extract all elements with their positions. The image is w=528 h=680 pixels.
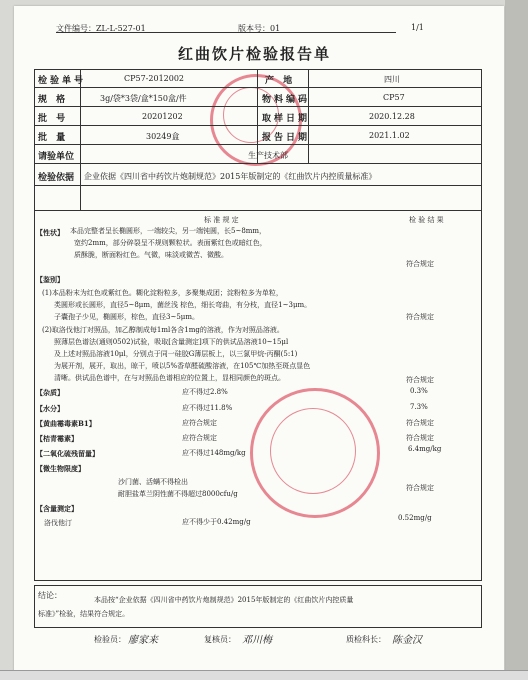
identify-line-2: 类圆形或长圆形，直径5~8μm，菌丝浅 棕色，细长弯曲，有分枝，直径1~3μm。 xyxy=(54,301,312,309)
traits-line-1: 本品完整者呈长椭圆形，一端较尖，另一端钝圆，长5~8mm， xyxy=(70,227,267,235)
identify-result-2: 符合规定 xyxy=(406,376,434,384)
moisture-result: 7.3% xyxy=(410,403,428,411)
batch-no-label: 检验单号 xyxy=(38,76,87,86)
reviewer-signature: 邓川梅 xyxy=(242,635,272,646)
material-code-value: CP57 xyxy=(383,93,405,102)
quality-seal-inner xyxy=(270,408,356,494)
moisture-standard: 应不得过11.8% xyxy=(182,404,233,412)
basis-label: 检验依据 xyxy=(38,173,75,183)
origin-value: 四川 xyxy=(384,75,400,84)
spec-label: 规 格 xyxy=(38,95,69,105)
traits-label: 【性状】 xyxy=(36,228,64,237)
so2-label: 【二氧化硫残留量】 xyxy=(36,449,99,458)
col-header-result: 检 验 结 果 xyxy=(409,216,444,224)
conclusion-line-1: 本品按“企业依据《四川省中药饮片炮制规范》2015年版制定的《红曲饮片内控质量 xyxy=(94,596,354,604)
lot-value: 20201202 xyxy=(142,112,183,121)
qc-chief-label: 质检科长： xyxy=(346,635,386,644)
assay-label: 【含量测定】 xyxy=(36,504,78,513)
inspector-signature: 廖家来 xyxy=(128,635,158,646)
identify-line-8: 清晰。供试品色谱中，在与对照品色谱相应的位置上，显相同颜色的斑点。 xyxy=(54,374,285,382)
sample-date-value: 2020.12.28 xyxy=(369,112,415,121)
identify-line-3: 子囊孢子少见，椭圆形，棕色，直径3~5μm。 xyxy=(54,313,199,321)
microbe-line-1: 沙门菌、活螨不得检出 xyxy=(118,478,188,486)
file-number: 文件编号：ZL-L-527-01 xyxy=(56,24,146,33)
report-title: 红曲饮片检验报告单 xyxy=(178,45,332,63)
microbe-label: 【微生物限度】 xyxy=(36,464,85,473)
moisture-label: 【水分】 xyxy=(36,404,64,413)
report-date-label: 报告日期 xyxy=(262,133,311,143)
citrinin-standard: 应符合规定 xyxy=(182,434,217,442)
batch-no-value: CP57-2012002 xyxy=(124,74,185,83)
identify-line-4: (2)取洛伐他汀对照品，加乙醇制成每1ml各含1mg的溶液，作为对照品溶液。 xyxy=(42,326,284,334)
page-number: 1/1 xyxy=(411,23,424,32)
identify-line-5: 照薄层色谱法(通则0502)试验，吸取[含量测定]项下的供试品溶液10~15μl xyxy=(54,338,289,346)
impurity-standard: 应不得过2.8% xyxy=(182,388,228,396)
identify-line-6: 及上述对照品溶液10μl，分别点于同一硅胶G薄层板上，以三氯甲烷-丙酮(5:1) xyxy=(54,350,298,358)
scan-edge xyxy=(505,0,528,679)
impurity-label: 【杂质】 xyxy=(36,388,64,397)
identify-result-1: 符合规定 xyxy=(406,313,434,321)
assay-standard: 应不得少于0.42mg/g xyxy=(182,518,251,526)
qc-chief-signature: 陈金汉 xyxy=(392,635,422,646)
assay-result: 0.52mg/g xyxy=(398,514,432,522)
conclusion-box xyxy=(34,585,482,628)
material-code-label: 物料编码 xyxy=(262,95,311,105)
microbe-line-2: 耐胆盐革兰阴性菌不得超过8000cfu/g xyxy=(118,490,238,498)
report-date-value: 2021.1.02 xyxy=(369,131,410,140)
quantity-label: 批 量 xyxy=(38,133,69,143)
microbe-result: 符合规定 xyxy=(406,484,434,492)
dept-label: 请验单位 xyxy=(38,152,75,162)
assay-sub: 洛伐他汀 xyxy=(44,519,72,527)
traits-line-2: 宽约2mm，部分碎裂呈不规则颗粒状。表面紫红色或暗红色， xyxy=(74,239,267,247)
aflatoxin-standard: 应符合规定 xyxy=(182,419,217,427)
identify-line-1: (1)本品粉末为红色或紫红色。糊化淀粉粒多，多聚集成团；淀粉粒多为单粒， xyxy=(42,289,283,297)
report-sheet xyxy=(14,6,504,674)
so2-standard: 应不得过148mg/kg xyxy=(182,449,246,457)
identify-line-7: 为展开剂，展开，取出，晾干，喷以5%香草醛硫酸溶液，在105℃加热至斑点显色 xyxy=(54,362,311,370)
traits-result: 符合规定 xyxy=(406,260,434,268)
quantity-value: 30249盒 xyxy=(146,132,180,141)
so2-result: 6.4mg/kg xyxy=(408,445,442,453)
lot-label: 批 号 xyxy=(38,114,69,124)
citrinin-label: 【桔青霉素】 xyxy=(36,434,78,443)
impurity-result: 0.3% xyxy=(410,387,428,395)
inspector-label: 检验员： xyxy=(94,635,126,644)
conclusion-line-2: 标准》”检验，结果符合规定。 xyxy=(38,610,130,618)
origin-label: 产 地 xyxy=(265,76,296,86)
aflatoxin-result: 符合规定 xyxy=(406,419,434,427)
sample-date-label: 取样日期 xyxy=(262,114,311,124)
col-header-standard: 标 准 规 定 xyxy=(204,216,239,224)
info-table xyxy=(34,69,482,211)
traits-line-3: 质酥脆，断面粉红色。气微，味淡或微苦、微酸。 xyxy=(74,251,228,259)
identify-label: 【鉴别】 xyxy=(36,275,64,284)
aflatoxin-label: 【黄曲霉毒素B1】 xyxy=(36,419,96,428)
citrinin-result: 符合规定 xyxy=(406,434,434,442)
basis-value: 企业依据《四川省中药饮片炮制规范》2015年版制定的《红曲饮片内控质量标准》 xyxy=(84,172,377,181)
spec-value: 3g/袋*3袋/盒*150盒/件 xyxy=(100,94,187,103)
dept-value: 生产技术部 xyxy=(248,151,288,160)
conclusion-label: 结论： xyxy=(38,591,62,600)
version-number: 版本号：01 xyxy=(238,24,281,33)
reviewer-label: 复核员： xyxy=(204,635,236,644)
